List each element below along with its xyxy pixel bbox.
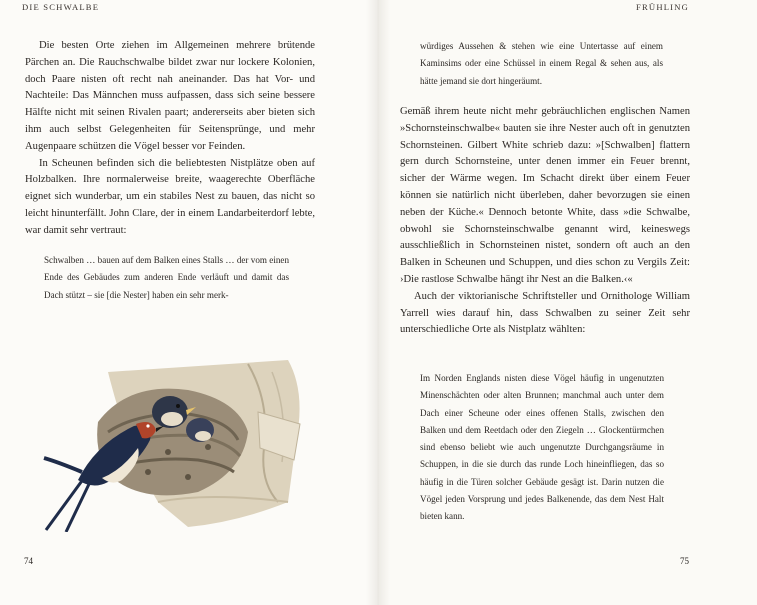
paragraph: Gemäß ihrem heute nicht mehr gebräuchlichen englischen Namen »Schornsteinschwalbe« bauten sie ihre Nester auch oft in genutzten Schornsteinen. Gilbert White schrieb dazu: »[Schwalben] flattern gern durch Schornsteine, unter denen immer ein Feuer brennt, sicher der Wärme wegen. Im Schacht direkt über einem Feuer können sie natürlich nicht überleben, daher bevorzugen sie einen neben der Küche.« Dennoch betonte White, dass »die Schwalbe, obwohl sie Schornsteinschwalbe genannt wird, keineswegs ausschließlich in Schornsteinen nistet, sondern oft auch an den Balken in Scheunen und Schuppen, und dies schon zu Vergils Zeit: ›Die rastlose Schwalbe hängt ihr Nest an die Balken.‹« xyxy=(400,106,690,285)
paragraph: Auch der viktorianische Schriftsteller und Ornithologe William Yarrell wies darauf hin, dass Schwalben zu seiner Zeit sehr unterschiedliche Orte als Nistplatz wählten: xyxy=(400,290,690,336)
quote-text: würdiges Aussehen & stehen wie eine Untertasse auf einem Kaminsims oder eine Schüssel in einem Regal & sehen aus, als hätte jemand sie dort hingeräumt. xyxy=(420,41,663,86)
block-quote-clare xyxy=(44,252,289,304)
page-number-right: 75 xyxy=(680,556,689,566)
running-head-left: DIE SCHWALBE xyxy=(22,2,100,12)
paragraph: In Scheunen befinden sich die beliebtesten Nistplätze oben auf Holzbalken. Ihre normalerweise breite, waagerechte Oberfläche eignet sich wunderbar, um ein stabiles Nest zu bauen, das nicht so leicht hinunterfällt. John Clare, der in einem Landarbeiterdorf lebte, war damit sehr vertraut: xyxy=(25,157,315,236)
block-quote-yarrell xyxy=(420,370,664,526)
paragraph: Die besten Orte ziehen im Allgemeinen mehrere brütende Pärchen an. Die Rauchschwalbe bildet zwar nur lockere Kolonien, doch Paare nisten oft recht nah aneinander. Das hat Vor- und Nachteile: Das Männchen muss aufpassen, dass sich seine bessere Hälfte nicht mit seinen Rivalen paart; andererseits aber bieten sich ihm auch selbst Gelegenheiten für Seitensprünge, und mehr Augenpaare schützen die Vögel besser vor Feinden. xyxy=(25,40,315,152)
page-number-left: 74 xyxy=(24,556,33,566)
swallow-nest-illustration xyxy=(38,352,310,532)
left-body-text xyxy=(25,38,315,240)
right-body-text xyxy=(400,104,690,339)
book-gutter xyxy=(366,0,390,605)
running-head-right: FRÜHLING xyxy=(636,2,690,12)
block-quote-continued xyxy=(420,38,663,90)
quote-text: Schwalben … bauen auf dem Balken eines Stalls … der vom einen Ende des Gebäudes zum anderen Ende verläuft und damit das Dach stützt – sie [die Nester] haben ein sehr merk- xyxy=(44,255,289,300)
quote-text: Im Norden Englands nisten diese Vögel häufig in ungenutzten Minenschächten oder alten Brunnen; manchmal auch unter dem Dach einer Scheune oder eines offenen Stalls, zwischen den Balken und dem Reetdach oder den Ziegeln … Glockentürmchen sind ebenso beliebt wie auch ungenutzte Durchgangsräume in Schuppen, in die sie durch das runde Loch hineinfliegen, das so häufig in die Türen solcher Gebäude gesägt ist. Darin nutzen die Vögel jeden Vorsprung und jedes Balkenende, das dem Nest Halt bieten kann. xyxy=(420,373,664,522)
